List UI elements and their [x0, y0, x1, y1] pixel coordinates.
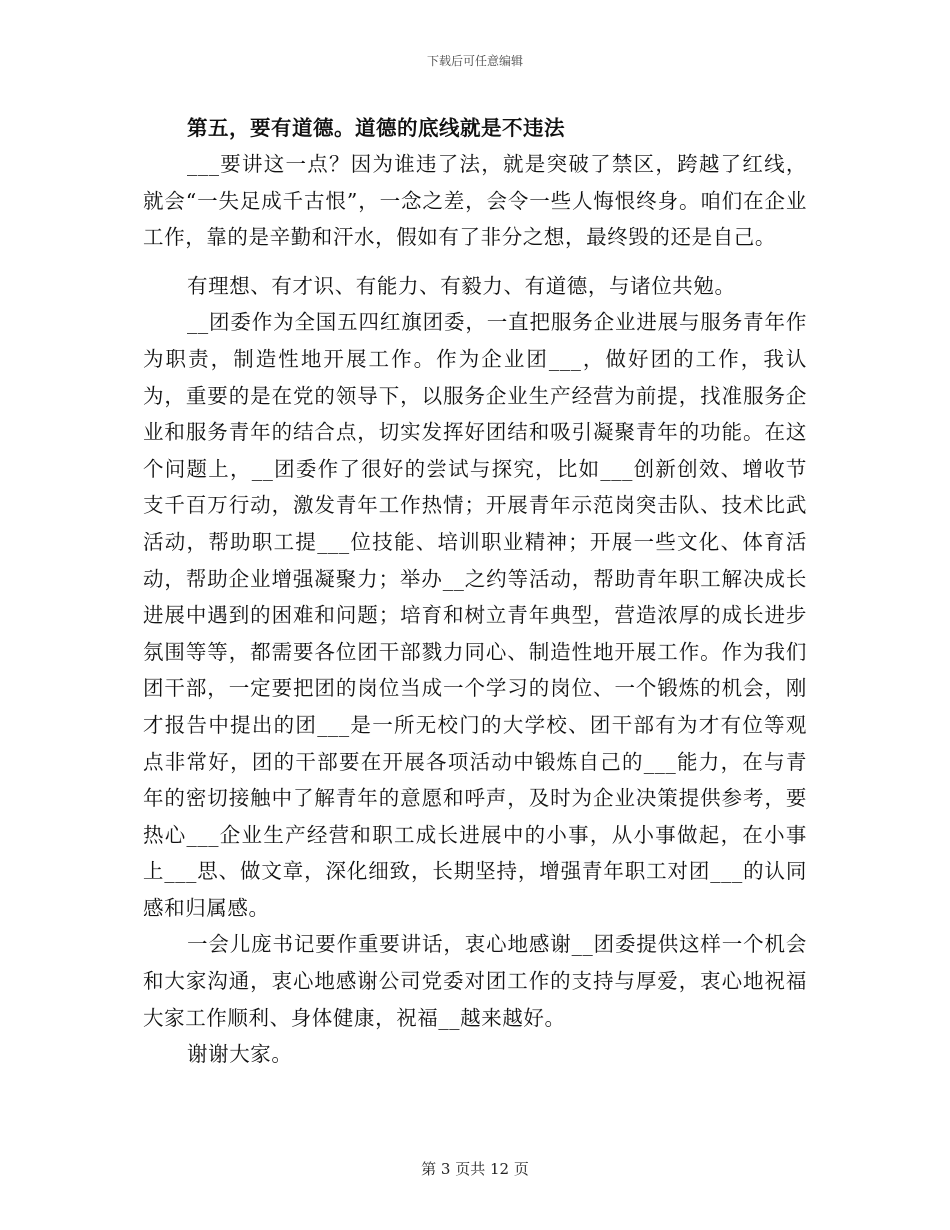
page-header-note: 下载后可任意编辑 [426, 54, 523, 68]
section-heading: 第五，要有道德。道德的底线就是不违法 [187, 116, 565, 140]
document-body [143, 110, 807, 1073]
paragraph-5: 谢谢大家。 [187, 1042, 293, 1067]
paragraph-3: __团委作为全国五四红旗团委，一直把服务企业进展与服务青年作为职责，制造性地开展工作。作为企业团___，做好团的工作，我认为，重要的是在党的领导下，以服务企业生产经营为前提，找准服务企业和服务青年的结合点，切实发挥好团结和吸引凝聚青年的功能。在这个问题上，__团委作了很好的尝试与探究，比如___创新创效、增收节支千百万行动，激发青年工作热情；开展青年示范岗突击队、技术比武活动，帮助职工提___位技能、培训职业精神；开展一些文化、体育活动，帮助企业增强凝聚力；举办__之约等活动，帮助青年职工解决成长进展中遇到的困难和问题；培育和树立青年典型，营造浓厚的成长进步氛围等等，都需要各位团干部戮力同心、制造性地开展工作。作为我们团干部，一定要把团的岗位当成一个学习的岗位、一个锻炼的机会，刚才报告中提出的团___是一所无校门的大学校、团干部有为才有位等观点非常好，团的干部要在开展各项活动中锻炼自己的___能力，在与青年的密切接触中了解青年的意愿和呼声，及时为企业决策提供参考，要热心___企业生产经营和职工成长进展中的小事，从小事做起，在小事上___思、做文章，深化细致，长期坚持，增强青年职工对团___的认同感和归属感。 [143, 310, 807, 920]
paragraph-4: 一会儿庞书记要作重要讲话，衷心地感谢__团委提供这样一个机会和大家沟通，衷心地感谢公司党委对团工作的支持与厚爱，衷心地祝福大家工作顺利、身体健康，祝福__越来越好。 [143, 932, 807, 1030]
page-number: 第 3 页共 12 页 [421, 1160, 529, 1178]
paragraph-1: ___要讲这一点？因为谁违了法，就是突破了禁区，跨越了红线，就会“一失足成千古恨”，一念之差，会令一些人悔恨终身。咱们在企业工作，靠的是辛勤和汗水，假如有了非分之想，最终毁的还是自己。 [143, 152, 807, 250]
paragraph-2: 有理想、有才识、有能力、有毅力、有道德，与诸位共勉。 [187, 273, 736, 298]
